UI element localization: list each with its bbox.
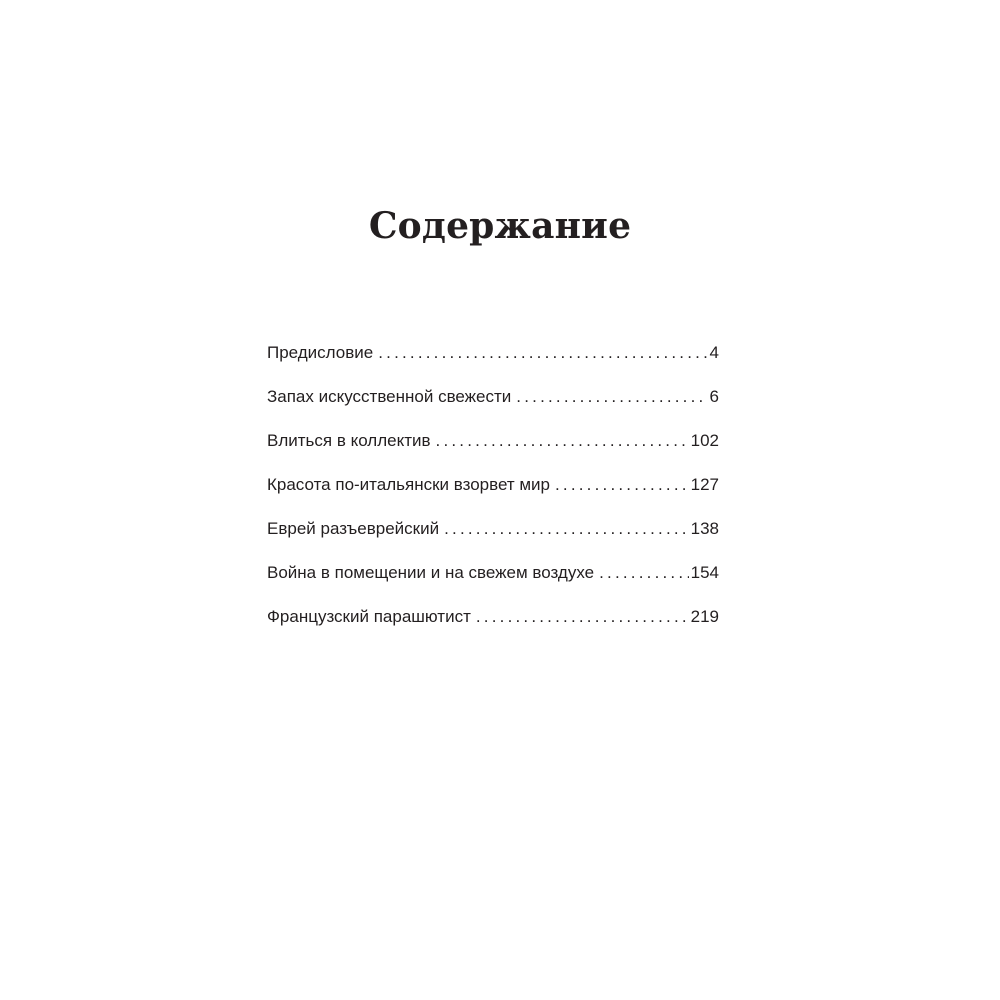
toc-entry-title: Война в помещении и на свежем воздухе (267, 563, 595, 582)
toc-entry-page: 219 (690, 607, 719, 626)
toc-entry-page: 138 (690, 519, 719, 538)
dot-leader (599, 560, 689, 586)
toc-entry-page: 102 (690, 431, 719, 450)
dot-leader (444, 516, 689, 542)
toc-entry-title: Предисловие (267, 343, 374, 362)
toc-entry (267, 604, 719, 648)
toc-entry (267, 516, 719, 560)
page-title: Содержание (368, 205, 632, 247)
toc-entry (267, 472, 719, 516)
toc-entry-page: 127 (690, 475, 719, 494)
dot-leader (516, 384, 707, 410)
toc-entry-title: Влиться в коллектив (267, 431, 431, 450)
dot-leader (436, 428, 689, 454)
dot-leader (555, 472, 689, 498)
table-of-contents (267, 340, 719, 648)
toc-entry-page: 6 (709, 387, 719, 406)
toc-entry-page: 154 (690, 563, 719, 582)
toc-entry-title: Французский парашютист (267, 607, 471, 626)
dot-leader (476, 604, 689, 630)
toc-entry (267, 340, 719, 384)
toc-entry (267, 560, 719, 604)
toc-entry (267, 384, 719, 428)
toc-entry (267, 428, 719, 472)
toc-entry-page: 4 (709, 343, 719, 362)
toc-entry-title: Красота по-итальянски взорвет мир (267, 475, 550, 494)
toc-entry-title: Запах искусственной свежести (267, 387, 512, 406)
dot-leader (378, 340, 707, 366)
toc-entry-title: Еврей разъеврейский (267, 519, 440, 538)
